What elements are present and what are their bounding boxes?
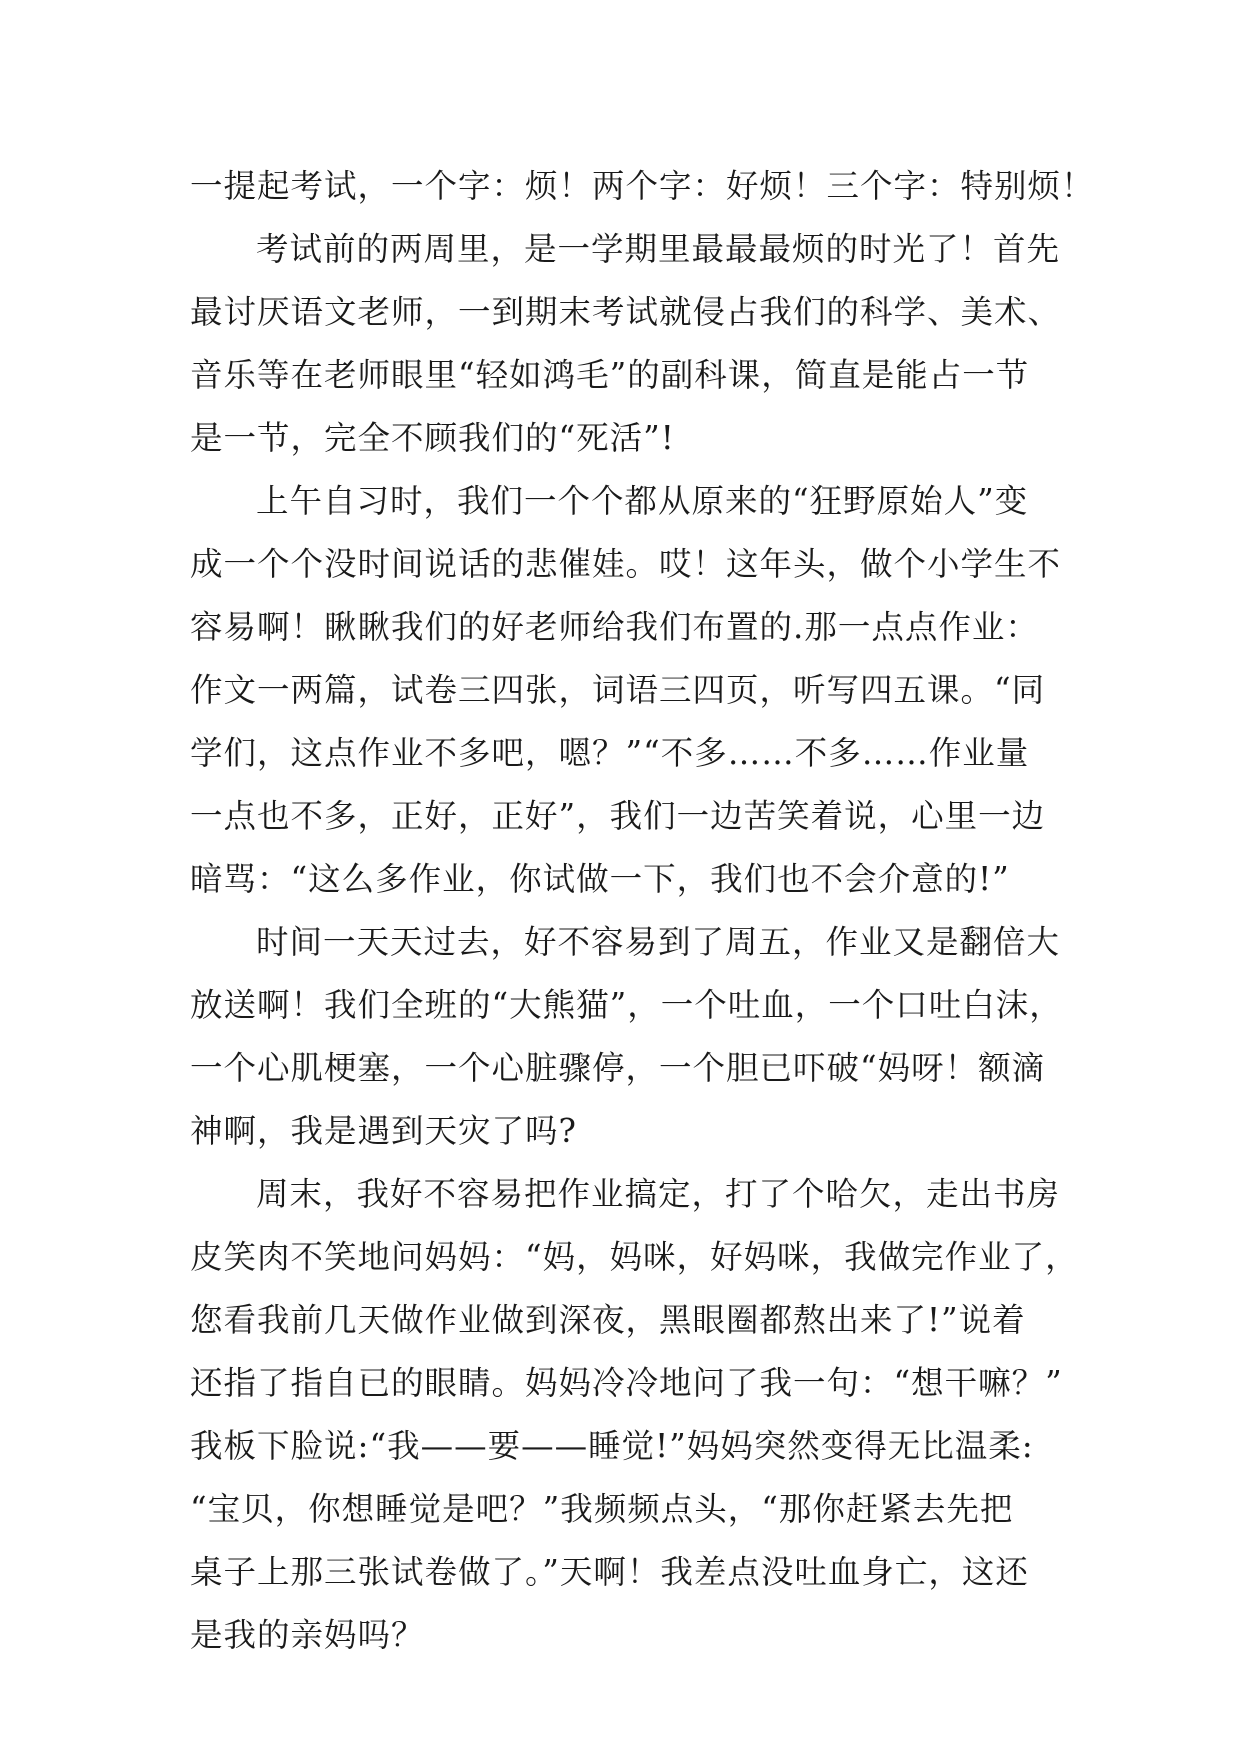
text-line: 暗骂：“这么多作业，你试做一下，我们也不会介意的!”: [190, 860, 1010, 898]
text-line: 神啊，我是遇到天灾了吗?: [190, 1112, 577, 1150]
text-line: 音乐等在老师眼里“轻如鸿毛”的副科课，简直是能占一节: [190, 356, 1030, 394]
text-line: 一提起考试，一个字：烦！两个字：好烦！三个字：特别烦！: [190, 167, 1095, 205]
text-line: 桌子上那三张试卷做了。”天啊！我差点没吐血身亡，这还: [190, 1553, 1029, 1591]
text-line: 是我的亲妈吗？: [190, 1616, 425, 1654]
text-line: 成一个个没时间说话的悲催娃。哎！这年头，做个小学生不: [190, 545, 1062, 583]
text-line: 还指了指自已的眼睛。妈妈冷冷地问了我一句：“想干嘛？”: [190, 1364, 1063, 1402]
text-line: 学们，这点作业不多吧，嗯？”“不多……不多……作业量: [190, 734, 1030, 772]
text-line: “宝贝，你想睡觉是吧？”我频频点头，“那你赶紧去先把: [190, 1490, 1014, 1528]
text-line: 皮笑肉不笑地问妈妈：“妈，妈咪，好妈咪，我做完作业了，: [190, 1238, 1079, 1276]
text-line: 一个心肌梗塞，一个心脏骤停，一个胆已吓破“妈呀！额滴: [190, 1049, 1046, 1087]
text-line: 考试前的两周里，是一学期里最最最烦的时光了！首先: [256, 230, 1061, 268]
text-line: 是一节，完全不顾我们的“死活”!: [190, 419, 675, 457]
essay-body: [190, 155, 1095, 1667]
text-line: 一点也不多，正好，正好”，我们一边苦笑着说，心里一边: [190, 797, 1046, 835]
text-line: 放送啊！我们全班的“大熊猫”，一个吐血，一个口吐白沫，: [190, 986, 1063, 1024]
text-line: 我板下脸说:“我——要——睡觉!”妈妈突然变得无比温柔:: [190, 1427, 1034, 1465]
text-line: 时间一天天过去，好不容易到了周五，作业又是翻倍大: [256, 923, 1061, 961]
text-line: 您看我前几天做作业做到深夜，黑眼圈都熬出来了!”说着: [190, 1301, 1026, 1339]
text-line: 周末，我好不容易把作业搞定，打了个哈欠，走出书房: [256, 1175, 1061, 1213]
text-line: 上午自习时，我们一个个都从原来的“狂野原始人”变: [256, 482, 1029, 520]
text-line: 最讨厌语文老师，一到期末考试就侵占我们的科学、美术、: [190, 293, 1062, 331]
text-line: 容易啊！瞅瞅我们的好老师给我们布置的.那一点点作业：: [190, 608, 1039, 646]
text-line: 作文一两篇，试卷三四张，词语三四页，听写四五课。“同: [190, 671, 1046, 709]
